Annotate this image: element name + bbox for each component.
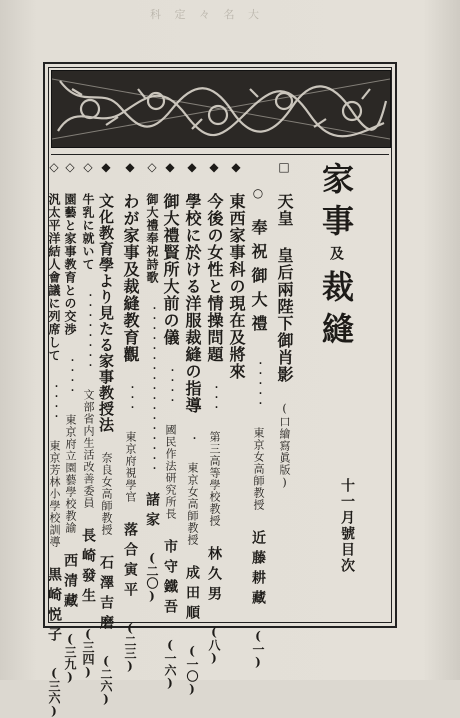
entry-title: 園藝と家事教育との交渉	[63, 193, 77, 336]
ornamental-banner	[51, 70, 391, 148]
toc-entry-kongo	[206, 160, 222, 665]
bullet-square-icon: □	[277, 160, 291, 174]
entry-name: 石澤吉磨	[98, 555, 114, 635]
toc-entry-shika	[144, 160, 160, 603]
magazine-title-block	[300, 160, 360, 574]
bullet-diamond-outline-icon: ◇	[81, 160, 95, 174]
entry-page: (二六)	[99, 654, 113, 706]
entry-author: 東京女高師教授	[252, 427, 265, 511]
toc-entry-hoshuku	[250, 186, 266, 669]
entry-title: 牛乳に就いて	[81, 193, 95, 271]
toc-entry-bunka	[98, 160, 114, 706]
entry-title: 學校に於ける洋服裁縫の指導	[183, 193, 202, 414]
entry-title: 奉祝御大禮	[249, 219, 268, 339]
bullet-diamond-icon: ◆	[99, 160, 113, 174]
entry-name: 落合寅平	[122, 522, 138, 602]
bullet-diamond-outline-icon: ◇	[63, 160, 77, 174]
leader-dots: ・・・・	[49, 381, 60, 421]
entry-author: 東京府視學官	[124, 431, 137, 503]
toc-entry-portrait	[276, 160, 292, 490]
show-through-text: 科 定 々 名 大	[150, 8, 264, 21]
entry-title: 文化教育學より見たる家事教授法	[97, 193, 115, 433]
leader-dots: ・	[187, 433, 198, 443]
leader-dots: ・・・	[209, 382, 220, 412]
issue-label: 十一月號目次	[339, 478, 355, 574]
leader-dots: ・・・	[125, 382, 136, 412]
entry-name: 西清藏	[62, 553, 78, 613]
toc-entry-tozai	[228, 160, 244, 380]
toc-entry-engei	[62, 160, 78, 684]
entry-title: わが家事及裁縫教育觀	[121, 193, 140, 363]
entry-page: (一)	[251, 629, 265, 669]
entry-page: (三九)	[63, 632, 77, 684]
entry-name: 諸家	[144, 492, 160, 532]
toc-entry-kashikodokoro	[162, 160, 178, 690]
banner-rule	[51, 146, 389, 155]
bullet-circle-icon: ○	[251, 186, 265, 200]
entry-title: 天皇 皇后兩陛下御肖影	[275, 193, 294, 383]
entry-page: (八)	[207, 625, 221, 665]
bullet-diamond-icon: ◆	[207, 160, 221, 174]
magazine-title	[317, 162, 355, 354]
entry-title: 今後の女性と情操問題	[205, 193, 224, 363]
entry-author: 東京芳林小學校訓導	[48, 440, 61, 548]
entry-page: (三四)	[81, 627, 95, 679]
title-part-1: 家事	[317, 162, 355, 246]
entry-name: 近藤耕藏	[250, 530, 266, 610]
bullet-diamond-icon: ◆	[229, 160, 243, 174]
title-connector: 及	[328, 246, 344, 270]
leader-dots: ・・・・・・・・・・・・・・・・・	[147, 303, 158, 473]
toc-entry-gyunyu	[80, 160, 96, 679]
entry-name: 市守鐵吾	[162, 539, 178, 619]
entry-page: (一六)	[163, 638, 177, 690]
bullet-diamond-outline-icon: ◇	[47, 160, 61, 174]
entry-author: 第三高等學校教授	[208, 431, 221, 527]
entry-name: 黒崎悦子	[46, 567, 62, 647]
entry-title: 御大禮奉祝詩歌	[145, 193, 159, 284]
entry-page: (一〇)	[185, 644, 199, 696]
entry-name: 長崎發生	[80, 528, 96, 608]
toc-entry-waga	[122, 160, 138, 673]
entry-page: (二三)	[123, 621, 137, 673]
bullet-diamond-outline-icon: ◇	[145, 160, 159, 174]
bullet-diamond-icon: ◆	[163, 160, 177, 174]
entry-title: 御大禮賢所大前の儀	[161, 193, 180, 346]
entry-author: 東京府立園藝學校教諭	[64, 414, 77, 534]
bullet-diamond-icon: ◆	[185, 160, 199, 174]
toc-entry-gakko	[184, 160, 200, 696]
leader-dots: ・・・・・	[253, 358, 264, 408]
entry-title: 汎太平洋結人會議に列席して	[47, 193, 61, 362]
leader-dots: ・・・・・・・・	[83, 290, 94, 370]
leader-dots: ・・・・	[165, 365, 176, 405]
toc-entry-hantaiheiyo	[46, 160, 62, 718]
entry-name: 林久男	[206, 546, 222, 606]
entry-author: 國民作法研究所長	[164, 424, 177, 520]
title-part-2: 裁縫	[317, 270, 355, 354]
entry-page: (三六)	[47, 666, 61, 718]
entry-author: 文部省内生活改善委員	[82, 389, 95, 509]
entry-author: 奈良女高師教授	[100, 452, 113, 536]
entry-title: 東西家事科の現在及將來	[227, 193, 246, 380]
entry-name: 成田順	[184, 565, 200, 625]
bullet-diamond-icon: ◆	[123, 160, 137, 174]
entry-author: 東京女高師教授	[186, 462, 199, 546]
entry-page: (二〇)	[145, 551, 159, 603]
ornament-pattern-icon	[52, 71, 390, 147]
leader-dots: ・・・・	[65, 355, 76, 395]
entry-note: (口繪寫眞版)	[278, 402, 291, 490]
